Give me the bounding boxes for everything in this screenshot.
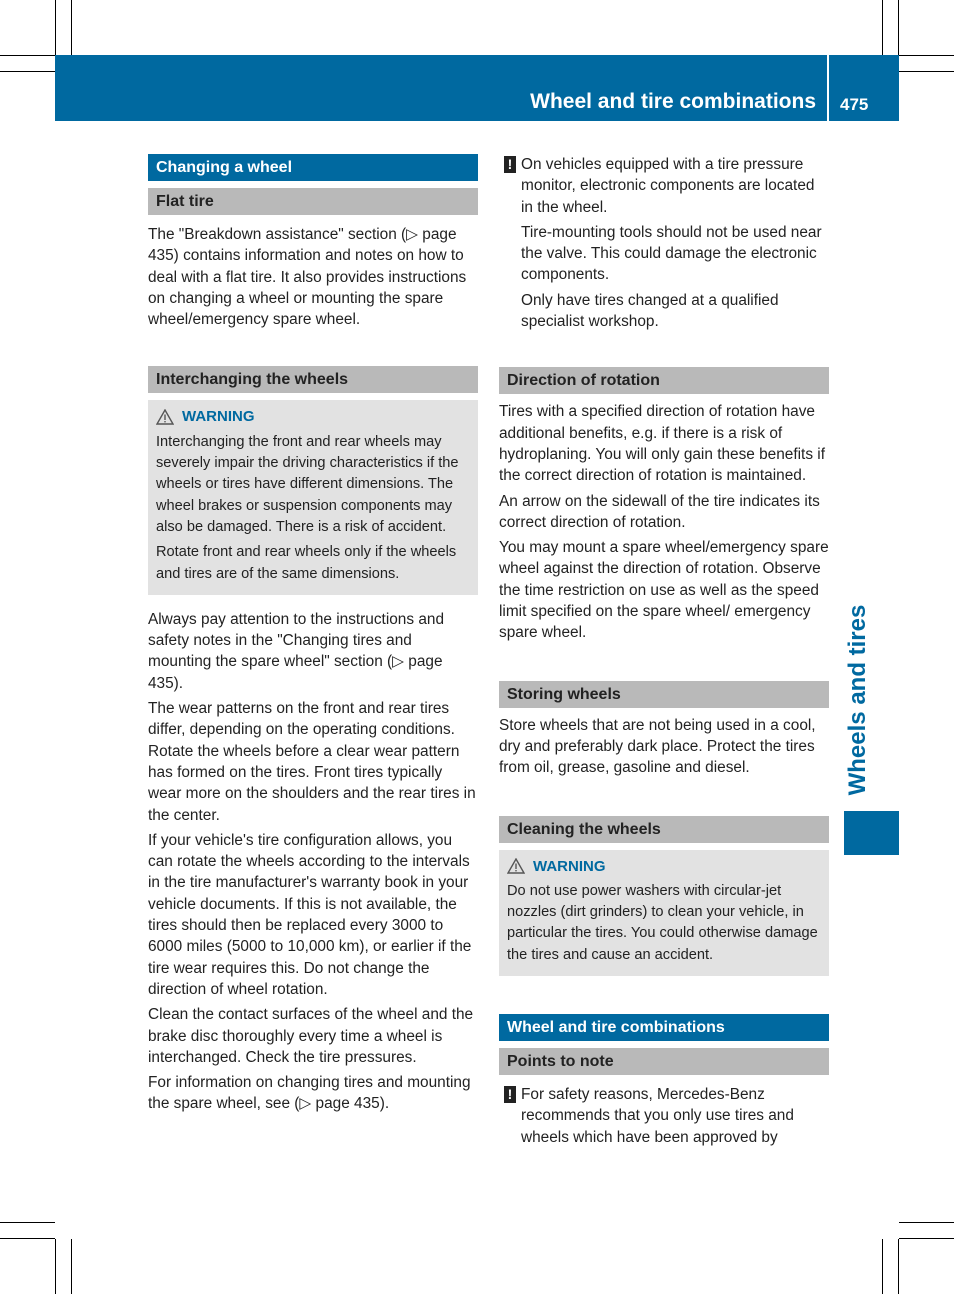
warning-heading xyxy=(507,856,821,877)
note-block xyxy=(499,1084,829,1152)
subsection-title-flat-tire: Flat tire xyxy=(148,188,478,215)
crop-mark xyxy=(899,1238,954,1239)
warning-text: Do not use power washers with circular-jet nozzles (dirt grinders) to clean your vehicle, in particular the tires. You could otherwise damage the tires and cause an accident. xyxy=(507,882,818,963)
note-text: Tire-mounting tools should not be used near the valve. This could damage the electronic components. xyxy=(521,223,822,284)
subsection-title-interchanging: Interchanging the wheels xyxy=(148,366,478,393)
section-title-changing-wheel: Changing a wheel xyxy=(148,154,478,181)
subsection-title-cleaning: Cleaning the wheels xyxy=(499,816,829,843)
warning-box xyxy=(148,400,478,594)
exclamation-icon: ! xyxy=(504,1086,516,1103)
crop-mark xyxy=(898,0,899,55)
section-title-wheel-tire-combinations: Wheel and tire combinations xyxy=(499,1014,829,1041)
warning-triangle-icon xyxy=(156,409,174,425)
note-block xyxy=(499,154,829,336)
crop-mark xyxy=(882,0,883,55)
flat-tire-text: The "Breakdown assistance" section (▷ page 435) contains information and notes on how to deal with a flat tire. It also provides instructions on changing a wheel or mounting the spare wheel/emergency spare wheel. xyxy=(148,226,467,329)
crop-mark xyxy=(55,0,56,55)
paragraph: You may mount a spare wheel/emergency spare wheel against the direction of rotation. Observe the time restriction on use as well as the speed limit specified on the spare wheel/ emergency spare wheel. xyxy=(499,539,829,642)
paragraph: Clean the contact surfaces of the wheel and the brake disc thoroughly every time a wheel is interchanged. Check the tire pressures. xyxy=(148,1006,474,1066)
header-separator xyxy=(827,55,829,121)
crop-mark xyxy=(0,1238,55,1239)
crop-mark xyxy=(0,55,55,56)
exclamation-icon: ! xyxy=(504,156,516,173)
crop-mark xyxy=(898,1239,899,1294)
right-column xyxy=(499,154,829,1152)
side-tab-label: Wheels and tires xyxy=(844,604,871,796)
crop-mark xyxy=(71,1239,72,1294)
paragraph: For information on changing tires and mounting the spare wheel, see (▷ page 435). xyxy=(148,1074,471,1113)
warning-text: Rotate front and rear wheels only if the wheels and tires are of the same dimensions. xyxy=(156,544,457,582)
subsection-title-points-to-note: Points to note xyxy=(499,1048,829,1075)
left-column xyxy=(148,154,478,1119)
note-text: For safety reasons, Mercedes-Benz recommends that you only use tires and wheels which have been approved by xyxy=(521,1086,794,1146)
paragraph: Always pay attention to the instructions and safety notes in the "Changing tires and mounting the spare wheel" section (▷ page 435). xyxy=(148,610,445,692)
warning-label: WARNING xyxy=(533,857,606,875)
paragraph: Tires with a specified direction of rotation have additional benefits, e.g. if there is a risk of hydroplaning. You will only gain these benefits if the correct direction of rotation is maintained. xyxy=(499,403,825,485)
subsection-title-storing: Storing wheels xyxy=(499,681,829,708)
header-title: Wheel and tire combinations xyxy=(530,90,816,113)
paragraph: Store wheels that are not being used in a cool, dry and preferably dark place. Protect the tires from oil, grease, gasoline and diesel. xyxy=(499,716,816,777)
note-text: Only have tires changed at a qualified specialist workshop. xyxy=(521,291,779,331)
subsection-title-rotation: Direction of rotation xyxy=(499,367,829,394)
note-text: On vehicles equipped with a tire pressure monitor, electronic components are located in the wheel. xyxy=(521,156,815,216)
paragraph: An arrow on the sidewall of the tire indicates its correct direction of rotation. xyxy=(499,492,820,531)
paragraph: If your vehicle's tire configuration allows, you can rotate the wheels according to the intervals in the tire manufacturer's warranty book in your vehicle documents. If this is not available, the tires should then be replaced every 3000 to 6000 miles (5000 to 10,000 km), or earlier if the tire wear requires this. Do not change the direction of wheel rotation. xyxy=(148,831,472,998)
warning-triangle-icon xyxy=(507,858,525,874)
crop-mark xyxy=(882,1239,883,1294)
page-number: 475 xyxy=(840,95,869,114)
paragraph: The wear patterns on the front and rear tires differ, depending on the operating conditions. Rotate the wheels before a clear wear pattern has formed on the tires. Front tires typically wear more on the shoulders and the rear tires in the center. xyxy=(148,700,476,824)
crop-mark xyxy=(899,55,954,56)
crop-mark xyxy=(899,71,954,72)
crop-mark xyxy=(71,0,72,55)
crop-mark xyxy=(55,1239,56,1294)
crop-mark xyxy=(0,71,55,72)
warning-label: WARNING xyxy=(182,408,255,426)
warning-heading xyxy=(156,406,470,427)
warning-box xyxy=(499,850,829,976)
warning-text: Interchanging the front and rear wheels may severely impair the driving characteristics if the wheels or tires have different dimensions. The wheel brakes or suspension components may also be damaged. There is a risk of accident. xyxy=(156,433,459,535)
crop-mark xyxy=(899,1222,954,1223)
side-tab xyxy=(844,600,870,800)
crop-mark xyxy=(0,1222,55,1223)
side-tab-marker xyxy=(844,811,899,855)
